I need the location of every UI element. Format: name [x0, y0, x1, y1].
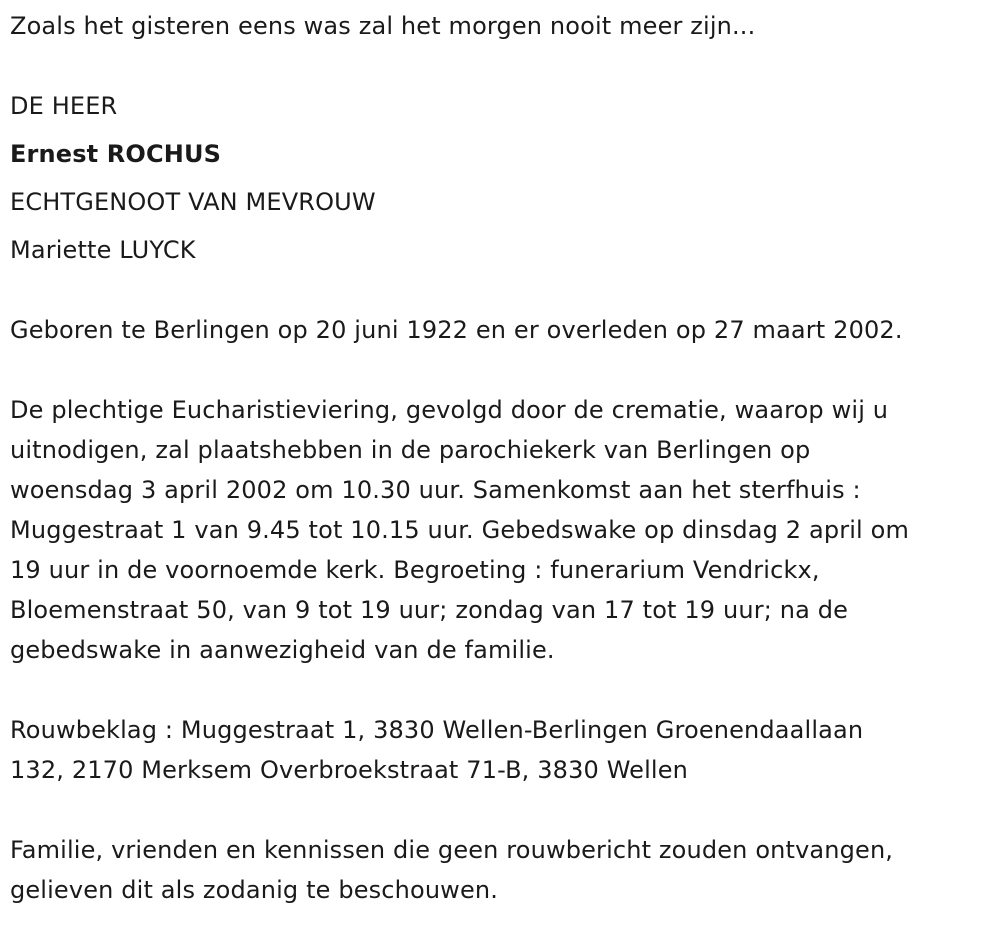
motto-line: Zoals het gisteren eens was zal het morgen nooit meer zijn...: [10, 12, 756, 40]
deceased-name: Ernest ROCHUS: [10, 140, 222, 168]
paragraph-line: Familie, vrienden en kennissen die geen rouwbericht zouden ontvangen,: [10, 836, 894, 864]
paragraph-line: uitnodigen, zal plaatshebben in de parochiekerk van Berlingen op: [10, 436, 811, 464]
spouse-name: Mariette LUYCK: [10, 236, 196, 264]
paragraph-line: Bloemenstraat 50, van 9 tot 19 uur; zondag van 17 tot 19 uur; na de: [10, 596, 849, 624]
paragraph-line: De plechtige Eucharistieviering, gevolgd door de crematie, waarop wij u: [10, 396, 889, 424]
paragraph-line: 19 uur in de voornoemde kerk. Begroeting : funerarium Vendrickx,: [10, 556, 820, 584]
paragraph-line: woensdag 3 april 2002 om 10.30 uur. Samenkomst aan het sterfhuis :: [10, 476, 861, 504]
birth-death-line: Geboren te Berlingen op 20 juni 1922 en er overleden op 27 maart 2002.: [10, 316, 903, 344]
paragraph-line: Muggestraat 1 van 9.45 tot 10.15 uur. Gebedswake op dinsdag 2 april om: [10, 516, 909, 544]
spouse-relation: ECHTGENOOT VAN MEVROUW: [10, 188, 376, 216]
paragraph-line: gebedswake in aanwezigheid van de familie.: [10, 636, 555, 664]
paragraph-line: 132, 2170 Merksem Overbroekstraat 71-B, 3830 Wellen: [10, 756, 688, 784]
paragraph-line: Rouwbeklag : Muggestraat 1, 3830 Wellen-Berlingen Groenendaallaan: [10, 716, 864, 744]
title-honorific: DE HEER: [10, 92, 118, 120]
paragraph-line: gelieven dit als zodanig te beschouwen.: [10, 876, 499, 904]
